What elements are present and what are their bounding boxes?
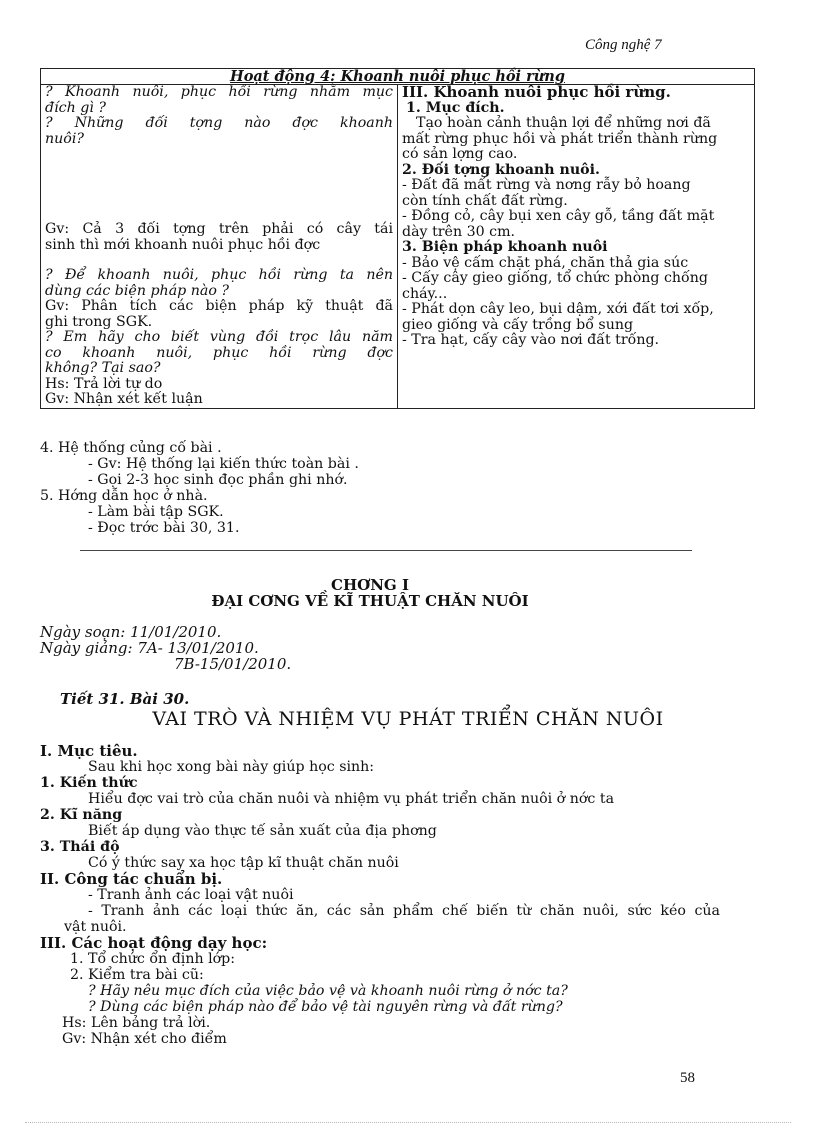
question-line: co khoanh nuôi, phục hồi rừng đợc: [45, 344, 393, 361]
summary-block: [40, 440, 359, 536]
body-text: Hiểu đợc vai trò của chăn nuôi và nhiệm vụ phát triển chăn nuôi ở nớc ta: [88, 791, 615, 807]
question-line: ? Khoanh nuôi, phục hồi rừng nhằm mục: [45, 84, 393, 100]
dates-block: [40, 624, 291, 672]
body-heading: 2. Kĩ năng: [40, 807, 123, 823]
content-line: cháy...: [402, 285, 448, 302]
section-heading: 3. Biện pháp khoanh nuôi: [402, 239, 608, 255]
date-taught-7b: 7B-15/01/2010.: [174, 655, 292, 673]
teacher-note: sinh thì mới khoanh nuôi phục hồi đợc: [45, 236, 321, 253]
teacher-note: Gv: Nhận xét kết luận: [45, 391, 203, 407]
lesson-label: Tiết 31. Bài 30.: [60, 690, 190, 708]
student-note: Hs: Trả lời tự do: [45, 375, 163, 392]
section-heading: III. Khoanh nuôi phục hồi rừng.: [402, 83, 671, 101]
activity-table: [40, 68, 755, 409]
body-heading: III. Các hoạt động dạy học:: [40, 934, 268, 952]
question-line: nuôi?: [45, 130, 84, 147]
section-divider: [80, 550, 692, 551]
content-line: dày trên 30 cm.: [402, 223, 516, 240]
chapter-number: CHƠNG I: [331, 576, 409, 594]
body-text: - Tranh ảnh các loại vật nuôi: [88, 887, 294, 903]
content-line: - Đồng cỏ, cây bụi xen cây gỗ, tầng đất mặt: [402, 208, 715, 224]
content-column: [398, 85, 755, 409]
summary-item: - Làm bài tập SGK.: [88, 504, 224, 520]
body-text: Biết áp dụng vào thực tế sản xuất của địa phơng: [88, 823, 437, 839]
teacher-note: ghi trong SGK.: [45, 313, 153, 330]
teacher-note: Gv: Phân tích các biện pháp kỹ thuật đã: [45, 298, 393, 314]
date-taught: Ngày giảng: 7A- 13/01/2010.: [40, 639, 259, 657]
body-text: 2. Kiểm tra bài cũ:: [70, 967, 204, 983]
body-text: Có ý thức say xa học tập kĩ thuật chăn nuôi: [88, 855, 399, 871]
summary-heading: 5. Hớng dẫn học ở nhà.: [40, 488, 208, 504]
page-number: 58: [680, 1070, 695, 1086]
content-line: Tạo hoàn cảnh thuận lợi để những nơi đã: [416, 115, 711, 131]
question-line: ? Em hãy cho biết vùng đồi trọc lâu năm: [45, 329, 393, 345]
running-header: Công nghệ 7: [585, 37, 662, 53]
body-text: Sau khi học xong bài này giúp học sinh:: [88, 759, 375, 775]
content-line: gieo giống và cấy trồng bổ sung: [402, 316, 634, 333]
content-line: mất rừng phục hồi và phát triển thành rừng: [402, 130, 718, 147]
teacher-note: Gv: Cả 3 đối tợng trên phải có cây tái: [45, 221, 393, 237]
body-heading: I. Mục tiêu.: [40, 742, 138, 760]
summary-item: - Gọi 2-3 học sinh đọc phần ghi nhớ.: [88, 472, 348, 488]
question-line: ? Để khoanh nuôi, phục hồi rừng ta nên: [45, 267, 393, 283]
summary-heading: 4. Hệ thống củng cố bài .: [40, 440, 222, 456]
content-line: - Tra hạt, cấy cây vào nơi đất trống.: [402, 332, 660, 348]
body-heading: II. Công tác chuẩn bị.: [40, 870, 223, 888]
summary-item: - Đọc trớc bài 30, 31.: [88, 520, 240, 536]
review-question: ? Hãy nêu mục đích của việc bảo vệ và khoanh nuôi rừng ở nớc ta?: [88, 983, 568, 999]
content-line: còn tính chất đất rừng.: [402, 192, 568, 209]
activity-title: Hoạt động 4: Khoanh nuôi phục hồi rừng: [41, 69, 755, 85]
content-line: có sản lợng cao.: [402, 146, 518, 162]
review-question: ? Dùng các biện pháp nào để bảo vệ tài nguyên rừng và đất rừng?: [88, 999, 563, 1015]
summary-item: - Gv: Hệ thống lại kiến thức toàn bài .: [88, 456, 359, 472]
body-text: - Tranh ảnh các loại thức ăn, các sản phẩm chế biến từ chăn nuôi, sức kéo của: [88, 903, 720, 919]
lesson-title: VAI TRÒ VÀ NHIỆM VỤ PHÁT TRIỂN CHĂN NUÔI: [152, 708, 664, 730]
body-text: 1. Tổ chức ổn định lớp:: [70, 951, 236, 967]
chapter-title: ĐẠI CƠNG VỀ KĨ THUẬT CHĂN NUÔI: [211, 592, 529, 610]
body-heading: 3. Thái độ: [40, 839, 120, 855]
content-line: - Bảo vệ cấm chặt phá, chăn thả gia súc: [402, 254, 689, 271]
body-text: vật nuôi.: [64, 919, 127, 935]
body-heading: 1. Kiến thức: [40, 775, 138, 791]
date-prepared: Ngày soạn: 11/01/2010.: [40, 623, 222, 641]
question-line: không? Tại sao?: [45, 360, 161, 376]
question-line: ? Những đối tợng nào đợc khoanh: [45, 115, 393, 131]
teacher-column: [41, 85, 398, 409]
question-line: dùng các biện pháp nào ?: [45, 282, 229, 299]
content-line: - Đất đã mất rừng và nơng rẫy bỏ hoang: [402, 177, 691, 193]
section-heading: 2. Đối tợng khoanh nuôi.: [402, 161, 600, 178]
lesson-body: [40, 743, 720, 1047]
question-line: đích gì ?: [45, 99, 106, 116]
content-line: - Phát dọn cây leo, bụi dậm, xới đất tơi xốp,: [402, 301, 714, 317]
body-text: Hs: Lên bảng trả lời.: [62, 1015, 211, 1031]
content-line: - Cấy cây gieo giống, tổ chức phòng chống: [402, 270, 708, 286]
section-heading: 1. Mục đích.: [406, 99, 505, 116]
body-text: Gv: Nhận xét cho điểm: [62, 1031, 227, 1047]
